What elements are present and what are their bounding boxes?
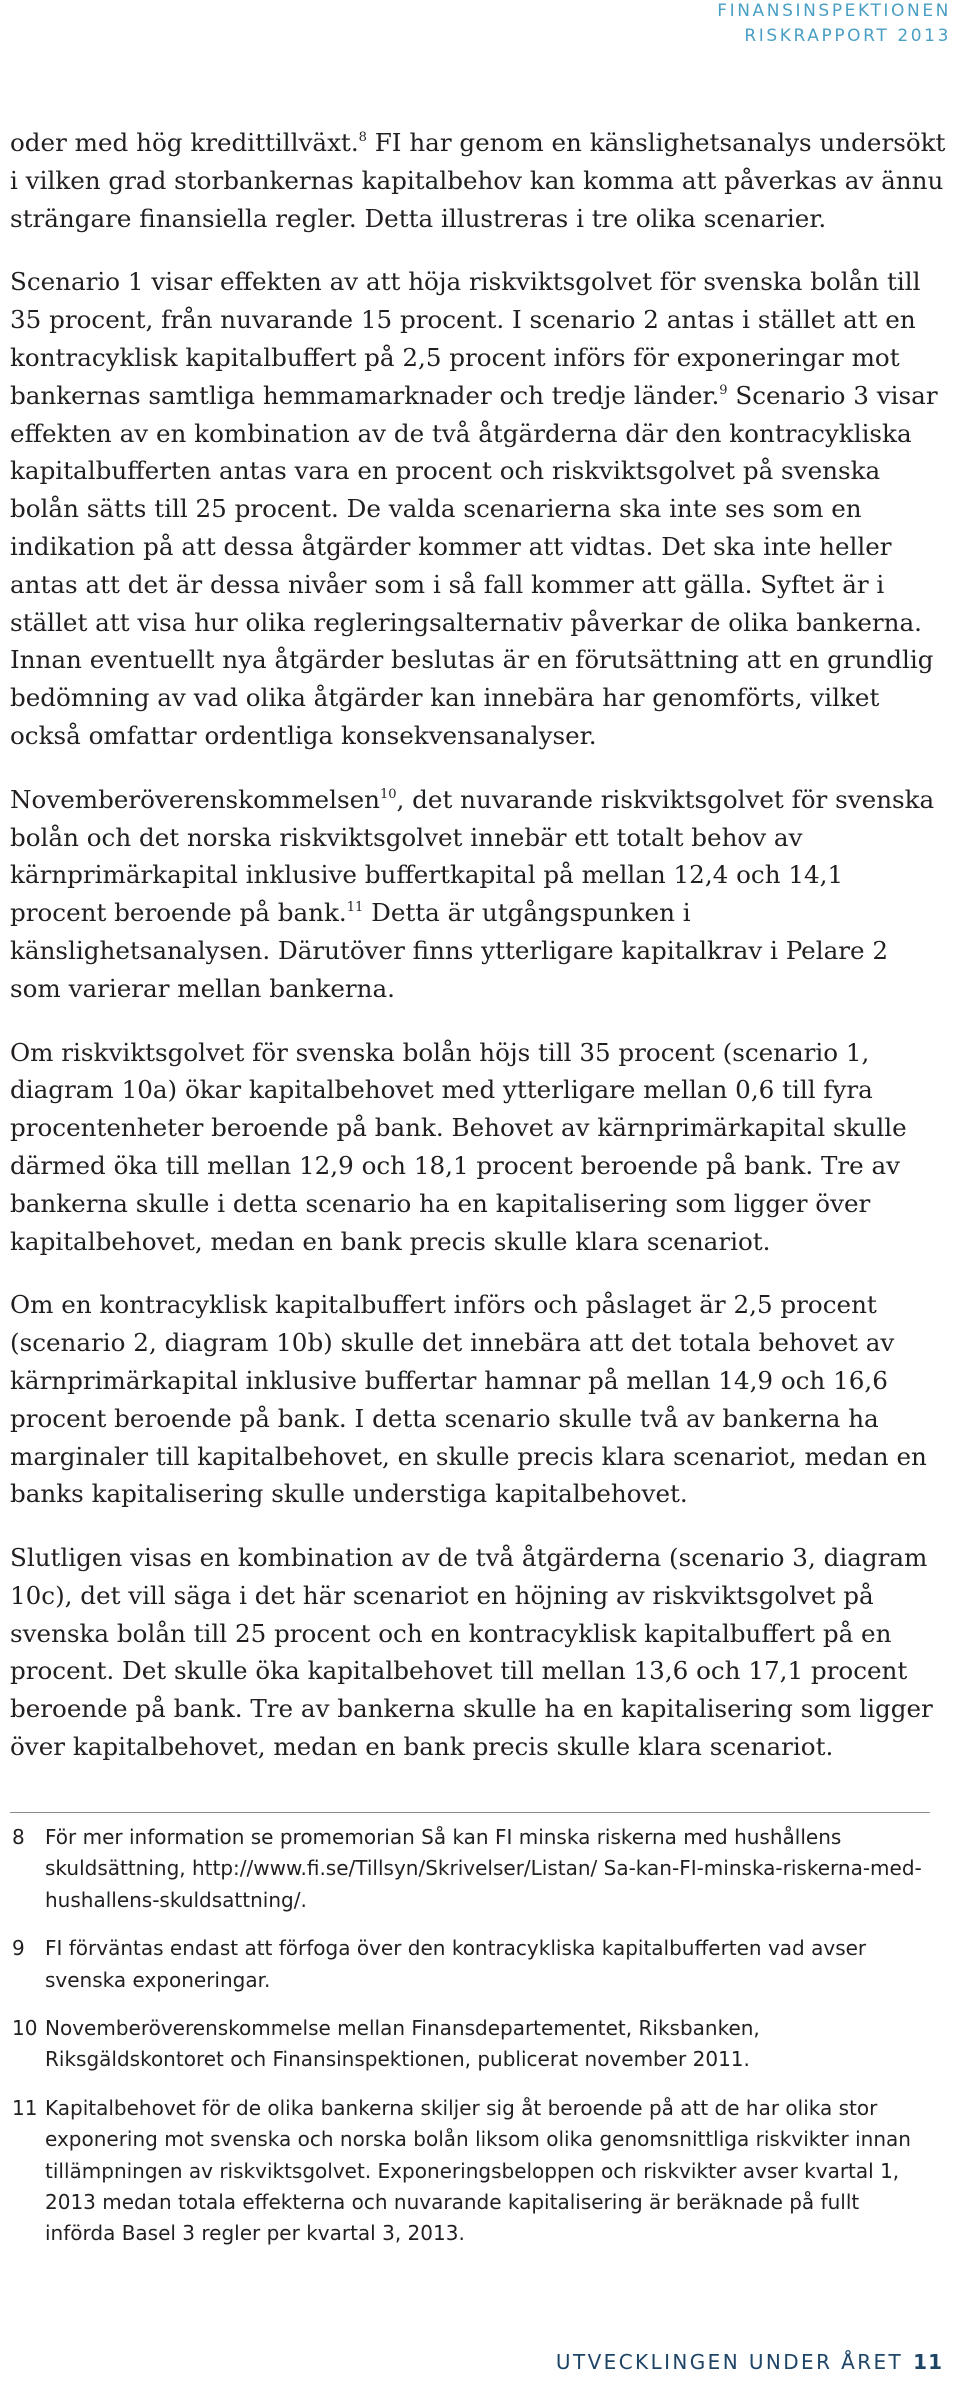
page-header	[717, 0, 951, 47]
footnote-text: FI förväntas endast att förfoga över den kontracykliska kapitalbufferten vad avser svenska exponeringar.	[45, 1936, 867, 1992]
section-title: UTVECKLINGEN UNDER ÅRET	[555, 2350, 904, 2374]
footnote-divider	[10, 1812, 930, 1813]
paragraph-5: Om en kontracyklisk kapitalbuffert införs och påslaget är 2,5 procent (scenario 2, diagram 10b) skulle det innebära att det totala behovet av kärnprimärkapital inklusive buffertar hamnar på mellan 14,9 och 16,6 procent beroende på bank. I detta scenario skulle två av bankerna ha marginaler till kapitalbehovet, en skulle precis klara scenariot, medan en banks kapitalisering skulle understiga kapitalbehovet.	[10, 1290, 927, 1509]
footnote-text: För mer information se promemorian Så kan FI minska riskerna med hushållens skuldsättning, http://www.fi.se/Tillsyn/Skrivelser/Listan/ Sa-kan-FI-minska-riskerna-med-hushallens-skuldsattning/.	[45, 1825, 922, 1912]
report-title: RISKRAPPORT 2013	[744, 26, 951, 46]
paragraph-text: Scenario 3 visar effekten av en kombination av de två åtgärderna där den kontracykliska kapitalbufferten antas vara en procent och riskviktsgolvet på svenska bolån sätts till 25 procent. De valda scenarierna ska inte ses som en indikation på att dessa åtgärder kommer att vidtas. Det ska inte heller antas att det är dessa nivåer som i så fall kommer att gälla. Syftet är i stället att visa hur olika regleringsalternativ påverkar de olika bankerna. Innan eventuellt nya åtgärder beslutas är en förutsättning att en grundlig bedömning av vad olika åtgärder kan innebära har genomförts, vilket också omfattar ordentliga konsekvensanalyser.	[10, 380, 938, 750]
footnote-number: 8	[12, 1825, 25, 1849]
page-footer	[556, 2350, 943, 2374]
paragraph-text: Detta är utgångspunken i känslighetsanalysen. Därutöver finns ytterligare kapitalkrav i Pelare 2 som varierar mellan bankerna.	[10, 898, 889, 1003]
footnote-number: 10	[12, 2016, 38, 2041]
paragraph-6: Slutligen visas en kombination av de två åtgärderna (scenario 3, diagram 10c), det vill säga i det här scenariot en höjning av riskviktsgolvet på svenska bolån till 25 procent och en kontracyklisk kapitalbuffert på en procent. Det skulle öka kapitalbehovet till mellan 13,6 och 17,1 procent beroende på bank. Tre av bankerna skulle ha en kapitalisering som ligger över kapitalbehovet, medan en bank precis skulle klara scenariot.	[10, 1543, 933, 1762]
footnote-ref-11[interactable]: 11	[346, 900, 364, 916]
organization-name: FINANSINSPEKTIONEN	[717, 1, 951, 21]
footnote-ref-9[interactable]: 9	[719, 382, 728, 398]
body-text	[10, 124, 946, 1766]
paragraph-text: oder med hög kredittillväxt.	[10, 128, 359, 157]
paragraph-4: Om riskviktsgolvet för svenska bolån höjs till 35 procent (scenario 1, diagram 10a) ökar kapitalbehovet med ytterligare mellan 0,6 till fyra procentenheter beroende på bank. Behovet av kärnprimärkapital skulle därmed öka till mellan 12,9 och 18,1 procent beroende på bank. Tre av bankerna skulle i detta scenario ha en kapitalisering som ligger över kapitalbehovet, medan en bank precis skulle klara scenariot.	[10, 1037, 907, 1256]
footnotes	[10, 1822, 930, 2267]
paragraph-text: , det nuvarande riskviktsgolvet för svenska bolån och det norska riskviktsgolvet innebär ett totalt behov av kärnprimärkapital inklusive buffertkapital på mellan 12,4 och 14,1 procent beroende på bank.	[10, 784, 935, 928]
paragraph-text: Scenario 1 visar effekten av att höja riskviktsgolvet för svenska bolån till 35 procent, från nuvarande 15 procent. I scenario 2 antas i stället att en kontracyklisk kapitalbuffert på 2,5 procent införs för exponeringar mot bankernas samtliga hemmamarknader och tredje länder.	[10, 267, 921, 410]
paragraph-text: FI har genom en känslighetsanalys undersökt i vilken grad storbankernas kapitalbehov kan komma att påverkas av ännu strängare finansiella regler. Detta illustreras i tre olika scenarier.	[10, 128, 946, 233]
paragraph-text: Novemberöverenskommelsen	[10, 784, 380, 814]
paragraph-3	[10, 781, 946, 1008]
paragraph-1	[10, 124, 946, 237]
footnote-8	[10, 1822, 930, 1916]
footnote-text: Novemberöverenskommelse mellan Finansdepartementet, Riksbanken, Riksgäldskontoret och Finansinspektionen, publicerat november 2011.	[45, 2016, 760, 2072]
page-number: 11	[913, 2350, 943, 2374]
footnote-10	[10, 2013, 930, 2076]
footnote-11	[10, 2093, 930, 2250]
footnote-number: 9	[12, 1936, 25, 1961]
paragraph-2	[10, 263, 946, 754]
footnote-9	[10, 1933, 930, 1996]
footnote-number: 11	[12, 2095, 38, 2120]
footnote-ref-10[interactable]: 10	[379, 786, 397, 802]
footnote-text: Kapitalbehovet för de olika bankerna skiljer sig åt beroende på att de har olika stor exponering mot svenska och norska bolån liksom olika genomsnittliga riskvikter innan tillämpningen av riskviktsgolvet. Exponeringsbeloppen och riskvikter avser kvartal 1, 2013 medan totala effekterna och nuvarande kapitalisering är beräknade på fullt införda Basel 3 regler per kvartal 3, 2013.	[45, 2095, 911, 2246]
footnote-ref-8[interactable]: 8	[358, 130, 367, 145]
